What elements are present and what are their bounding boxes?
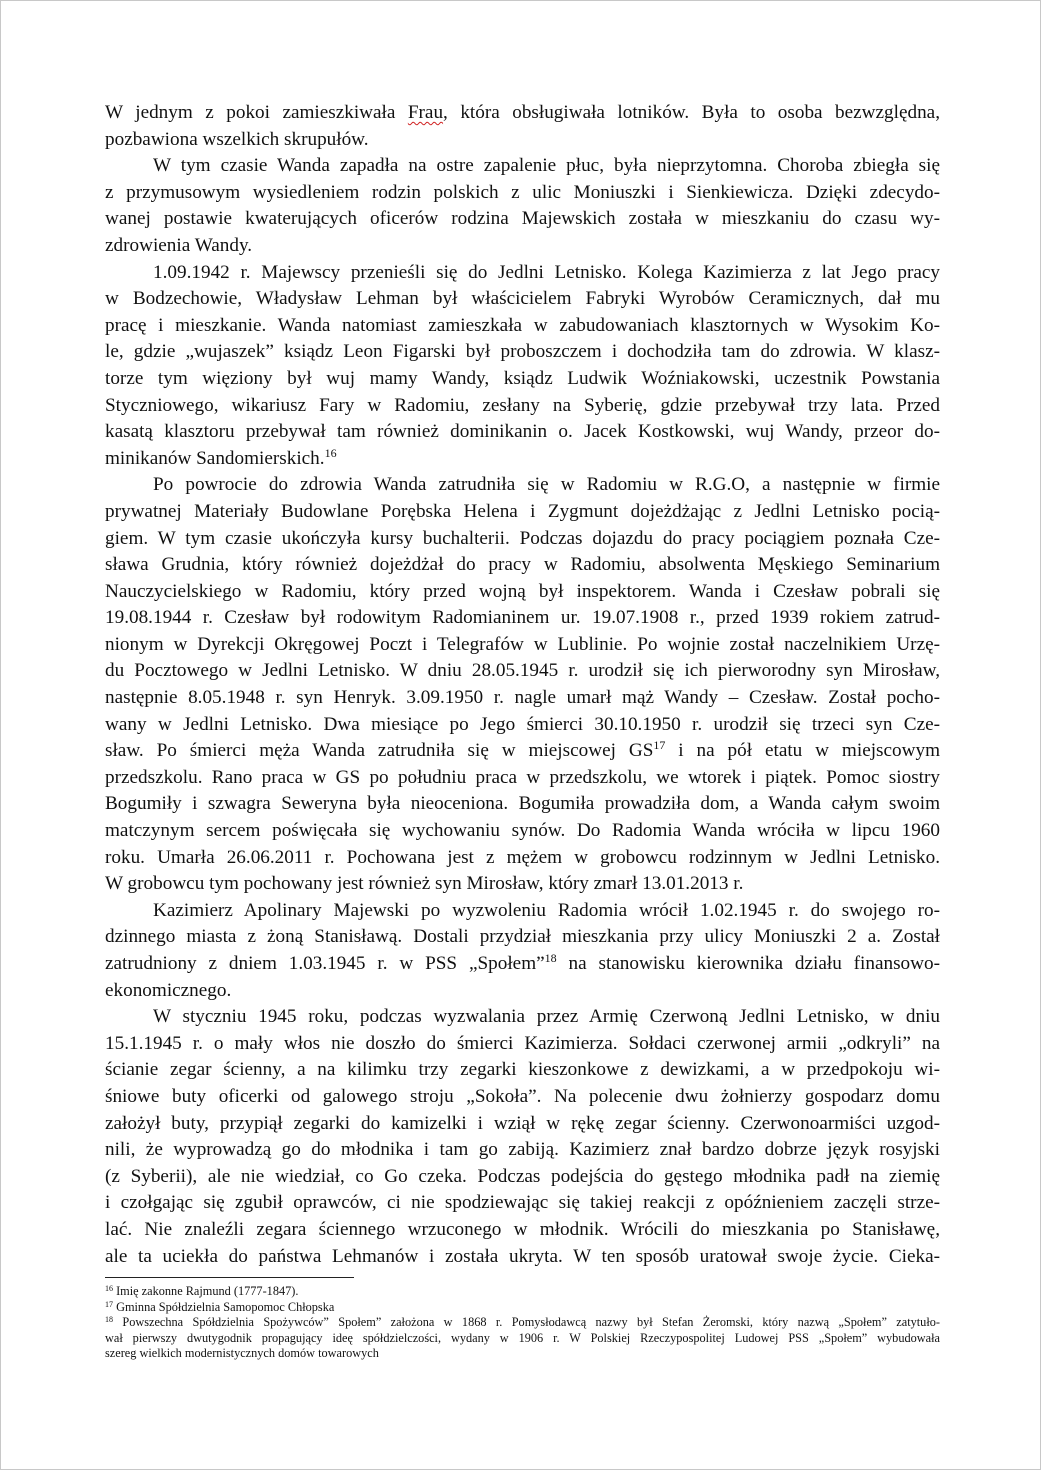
text-line: roku. Umarła 26.06.2011 r. Pochowana jest z mężem w grobowcu rodzinnym w Jedlni Letnisko. <box>105 846 940 868</box>
text-line: Bogumiły i szwagra Seweryna była nieoceniona. Bogumiła prowadziła dom, a Wanda całym swoim <box>105 793 940 815</box>
text-line: ale ta uciekła do państwa Lehmanów i została ukryta. W ten sposób uratował swoje życie. Cieka- <box>105 1245 940 1267</box>
text-line: matczynym sercem poświęcała się wychowaniu synów. Do Radomia Wanda wróciła w lipcu 1960 <box>105 820 940 842</box>
text-line: torze tym więziony był wuj mamy Wandy, ksiądz Ludwik Woźniakowski, uczestnik Powstania <box>105 367 940 389</box>
text-line: Nauczycielskiego w Radomiu, który przed wojną był inspektorem. Wanda i Czesław pobrali się <box>105 580 940 602</box>
text-segment: sław. Po śmierci męża Wanda zatrudniła się w miejscowej GS <box>105 740 654 762</box>
footnotes <box>105 1284 940 1362</box>
text-line <box>105 951 940 978</box>
text-line: dzinnego miasta z żoną Stanisławą. Dostali przydział mieszkania przy ulicy Moniuszki 2 a. Został <box>105 926 940 948</box>
text-line: Kazimierz Apolinary Majewski po wyzwoleniu Radomia wrócił 1.02.1945 r. do swojego ro- <box>153 899 940 921</box>
text-line: i czołgając się zgubił oprawców, ci nie spodziewając się takiej reakcji z opóźnieniem zaczęli strze- <box>105 1192 940 1214</box>
footnote-ref-17[interactable]: 17 <box>653 738 666 753</box>
text-line: pracę i mieszkanie. Wanda natomiast zamieszkała w zabudowaniach klasztornych w Wysokim Ko- <box>105 314 940 336</box>
text-segment: na stanowisku kierownika działu finansowo- <box>556 953 940 974</box>
text-segment: minikanów Sandomierskich. <box>105 447 325 469</box>
footnote-ref-16[interactable]: 16 <box>324 445 337 460</box>
text-line: 15.1.1945 r. o mały włos nie doszło do śmierci Kazimierza. Sołdaci czerwonej armii „odkryli” na <box>105 1032 940 1054</box>
text-line: zdrowienia Wandy. <box>105 234 253 256</box>
text-line: następnie 8.05.1948 r. syn Henryk. 3.09.1950 r. nagle umarł mąż Wandy – Czesław. Został pocho- <box>105 687 940 709</box>
text-line: (z Syberii), ale nie wiedział, co Go czeka. Podczas podejścia do gęstego młodnika padł na ziemię <box>105 1165 940 1187</box>
text-line: ścianie zegar ścienny, a na kilimku trzy zegarki kieszonkowe z dewizkami, a w przedpokoju wi- <box>105 1059 940 1081</box>
footnote-16 <box>105 1284 940 1300</box>
text-line: ekonomicznego. <box>105 979 232 1001</box>
body-text <box>105 100 940 1270</box>
text-line: wany w Jedlni Letnisko. Dwa miesiące po Jego śmierci 30.10.1950 r. urodził się trzeci syn Cze- <box>105 713 940 735</box>
text-line: prywatnej Materiały Budowlane Porębska Helena i Zygmunt dojeżdżając z Jedlni Letnisko pocią- <box>105 500 940 522</box>
text-line: le, gdzie „wujaszek” ksiądz Leon Figarski był proboszczem i dochodziła tam do zdrowia. W klasz- <box>105 341 940 363</box>
text-line: lać. Nie znaleźli zegara ściennego wrzuconego w młodnik. Wrócili do mieszkania po Stanisławę, <box>105 1218 940 1240</box>
footnote-18-continued: wał pierwszy dwutygodnik propagujący ideę spółdzielczości, wydany w 1906 r. W Polskiej Rzeczypospolitej Ludowej PSS „Społem” wybudowała <box>105 1330 940 1345</box>
footnote-text: Powszechna Spółdzielnia Spożywców” Społem” założona w 1868 r. Pomysłodawcą nazwy był Stefan Żeromski, który nazwą „Społem” zatytuło- <box>113 1315 940 1329</box>
text-line: nionym w Dyrekcji Okręgowej Poczt i Telegrafów w Lublinie. Po wojnie został naczelnikiem Urzę- <box>105 633 940 655</box>
footnote-number: 17 <box>105 1299 113 1309</box>
footnote-number: 16 <box>105 1284 113 1293</box>
text-line <box>105 446 940 473</box>
text-line: w Bodzechowie, Władysław Lehman był właścicielem Fabryki Wyrobów Ceramicznych, dał mu <box>105 288 940 310</box>
text-segment: , która obsługiwała lotników. Była to osoba bezwzględna, <box>443 102 940 123</box>
text-line: W styczniu 1945 roku, podczas wyzwalania przez Armię Czerwoną Jedlni Letnisko, w dniu <box>153 1006 940 1028</box>
text-line: 19.08.1944 r. Czesław był rodowitym Radomianinem ur. 19.07.1908 r., przed 1939 rokiem zatrud- <box>105 607 940 629</box>
text-line: założył buty, przypiął zegarki do kamizelki i wziął w rękę zegar ścienny. Czerwonoarmiści uzgod- <box>105 1112 940 1134</box>
text-line: Styczniowego, wikariusz Fary w Radomiu, zesłany na Syberię, gdzie przebywał trzy lata. Przed <box>105 394 940 416</box>
text-line: z przymusowym wysiedleniem rodzin polskich z ulic Moniuszki i Sienkiewicza. Dzięki zdecydo- <box>105 181 940 203</box>
text-line: wanej postawie kwaterujących oficerów rodzina Majewskich została w mieszkaniu do czasu wy- <box>105 208 940 230</box>
text-line <box>105 738 940 765</box>
text-segment: i na pół etatu w miejscowym <box>665 740 940 762</box>
text-line: sława Grudnia, który również dojeżdżał do pracy w Radomiu, absolwenta Męskiego Seminarium <box>105 554 940 576</box>
footnote-18 <box>105 1315 940 1331</box>
text-segment: W jednym z pokoi zamieszkiwała <box>105 102 408 123</box>
text-line: śniowe buty oficerki od galowego stroju „Sokoła”. Na polecenie dwu żołnierzy gospodarz domu <box>105 1085 940 1107</box>
footnote-17 <box>105 1300 940 1316</box>
text-line: W grobowcu tym pochowany jest również syn Mirosław, który zmarł 13.01.2013 r. <box>105 873 744 895</box>
text-line <box>105 100 940 127</box>
footnote-text: Imię zakonne Rajmund (1777-1847). <box>113 1284 299 1298</box>
text-line: W tym czasie Wanda zapadła na ostre zapalenie płuc, była nieprzytomna. Choroba zbiegła się <box>153 155 940 177</box>
spellcheck-word[interactable]: Frau <box>407 102 444 123</box>
text-line: 1.09.1942 r. Majewscy przenieśli się do Jedlni Letnisko. Kolega Kazimierza z lat Jego pracy <box>153 261 940 283</box>
text-line: giem. W tym czasie ukończyła kursy buchalterii. Podczas dojazdu do pracy pociągiem poznała Cze- <box>105 527 940 549</box>
text-line: Po powrocie do zdrowia Wanda zatrudniła się w Radomiu w R.G.O, a następnie w firmie <box>153 474 940 496</box>
text-line: du Pocztowego w Jedlni Letnisko. W dniu 28.05.1945 r. urodził się ich pierworodny syn Mirosław, <box>105 660 940 682</box>
footnote-number: 18 <box>105 1315 113 1324</box>
text-segment: zatrudniony z dniem 1.03.1945 r. w PSS „Społem” <box>105 953 545 974</box>
text-line: pozbawiona wszelkich skrupułów. <box>105 128 369 150</box>
footnote-separator <box>105 1277 354 1278</box>
footnote-text: Gminna Spółdzielnia Samopomoc Chłopska <box>113 1299 335 1314</box>
text-line: nili, że wyprowadzą go do młodnika i tam go zabiją. Kazimierz znał bardzo dobrze język rosyjski <box>105 1139 940 1161</box>
footnote-18-continued: szereg wielkich modernistycznych domów towarowych <box>105 1346 379 1360</box>
footnote-ref-18[interactable]: 18 <box>544 951 557 965</box>
text-line: przedszkolu. Rano praca w GS po południu praca w przedszkolu, we wtorek i piątek. Pomoc siostry <box>105 766 940 788</box>
text-line: kasatą klasztoru przebywał tam również dominikanin o. Jacek Kostkowski, wuj Wandy, przeor do- <box>105 421 940 443</box>
